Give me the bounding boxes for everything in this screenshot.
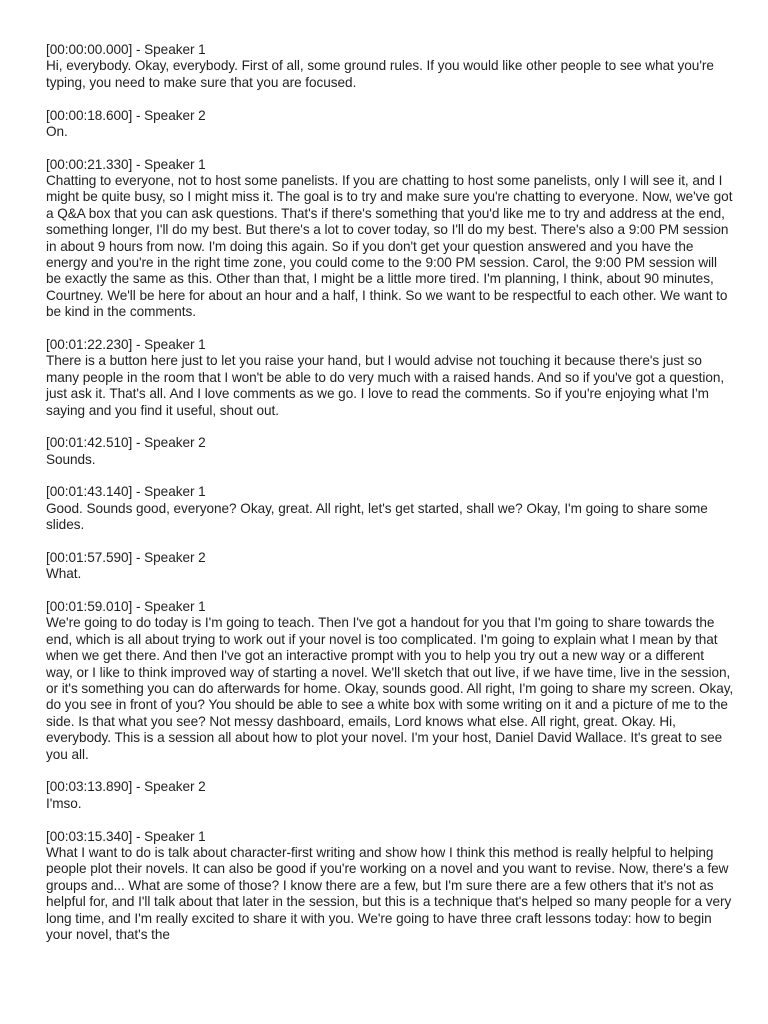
entry-text: What. [46,566,82,582]
entry-header: [00:01:59.010] - Speaker 1 [46,599,206,615]
transcript-entry [46,484,734,533]
entry-header: [00:01:22.230] - Speaker 1 [46,336,206,352]
entry-text: There is a button here just to let you raise your hand, but I would advise not touching it because there's just so many people in the room that I won't be able to do very much with a raised hands. And so if you've got a question, just ask it. That's all. And I love comments as we go. I love to read the comments. So if you're enjoying what I'm saying and you find it useful, shout out. [46,353,725,418]
entry-text: Hi, everybody. Okay, everybody. First of all, some ground rules. If you would like other people to see what you're typing, you need to make sure that you are focused. [46,58,714,90]
entry-header: [00:00:00.000] - Speaker 1 [46,42,206,57]
entry-header: [00:00:18.600] - Speaker 2 [46,107,206,123]
transcript-entry [46,599,734,763]
entry-header: [00:01:57.590] - Speaker 2 [46,549,206,565]
entry-text: I'mso. [46,795,82,811]
entry-text: What I want to do is talk about character-first writing and show how I think this method is really helpful to helping people plot their novels. It can also be good if you're working on a novel and you want to revise. Now, there's a few groups and... What are some of those? I know there are a few, but I'm sure there are a few others that it's not as helpful for, and I'll talk about that later in the session, but this is a technique that's helped so many people for a very long time, and I'm really excited to share it with you. We're going to have three craft lessons today: how to begin your novel, that's the [46,844,732,942]
transcript-entry [46,337,734,419]
transcript-entry [46,108,734,141]
transcript-entry [46,42,734,91]
entry-header: [00:00:21.330] - Speaker 1 [46,156,206,172]
entry-header: [00:03:15.340] - Speaker 1 [46,828,206,844]
transcript-page [46,42,734,960]
entry-header: [00:03:13.890] - Speaker 2 [46,779,206,795]
transcript-entry [46,157,734,321]
entry-text: We're going to do today is I'm going to teach. Then I've got a handout for you that I'm going to share towards the end, which is all about trying to work out if your novel is too complicated. I'm going to explain what I mean by that when we get there. And then I've got an interactive prompt with you to help you try out a new way or a different way, or I like to think improved way of starting a novel. We'll sketch that out live, if we have time, live in the session, or it's something you can do afterwards for home. Okay, sounds good. All right, I'm going to share my screen. Okay, do you see in front of you? You should be able to see a white box with some writing on it and a picture of me to the side. Is that what you see? Not messy dashboard, emails, Lord knows what else. All right, great. Okay. Hi, everybody. This is a session all about how to plot your novel. I'm your host, Daniel David Wallace. It's great to see you all. [46,615,734,762]
entry-text: On. [46,123,68,139]
entry-text: Sounds. [46,451,96,467]
transcript-entry [46,550,734,583]
transcript-entry [46,829,734,944]
entry-header: [00:01:43.140] - Speaker 1 [46,484,206,500]
entry-header: [00:01:42.510] - Speaker 2 [46,435,206,451]
transcript-entry [46,779,734,812]
transcript-entry [46,435,734,468]
entry-text: Chatting to everyone, not to host some panelists. If you are chatting to host some panelists, only I will see it, and I might be quite busy, so I might miss it. The goal is to try and make sure you're chatting to everyone. Now, we've got a Q&A box that you can ask questions. That's if there's something that you'd like me to try and address at the end, something longer, I'll do my best. But there's a lot to cover today, so I'll do my best. There's also a 9:00 PM session in about 9 hours from now. I'm doing this again. So if you don't get your question answered and you have the energy and you're in the right time zone, you could come to the 9:00 PM session. Carol, the 9:00 PM session will be exactly the same as this. Other than that, I might be a little more tired. I'm planning, I think, about 90 minutes, Courtney. We'll be here for about an hour and a half, I think. So we want to be respectful to each other. We want to be kind in the comments. [46,173,733,320]
entry-text: Good. Sounds good, everyone? Okay, great. All right, let's get started, shall we? Okay, I'm going to share some slides. [46,500,708,533]
